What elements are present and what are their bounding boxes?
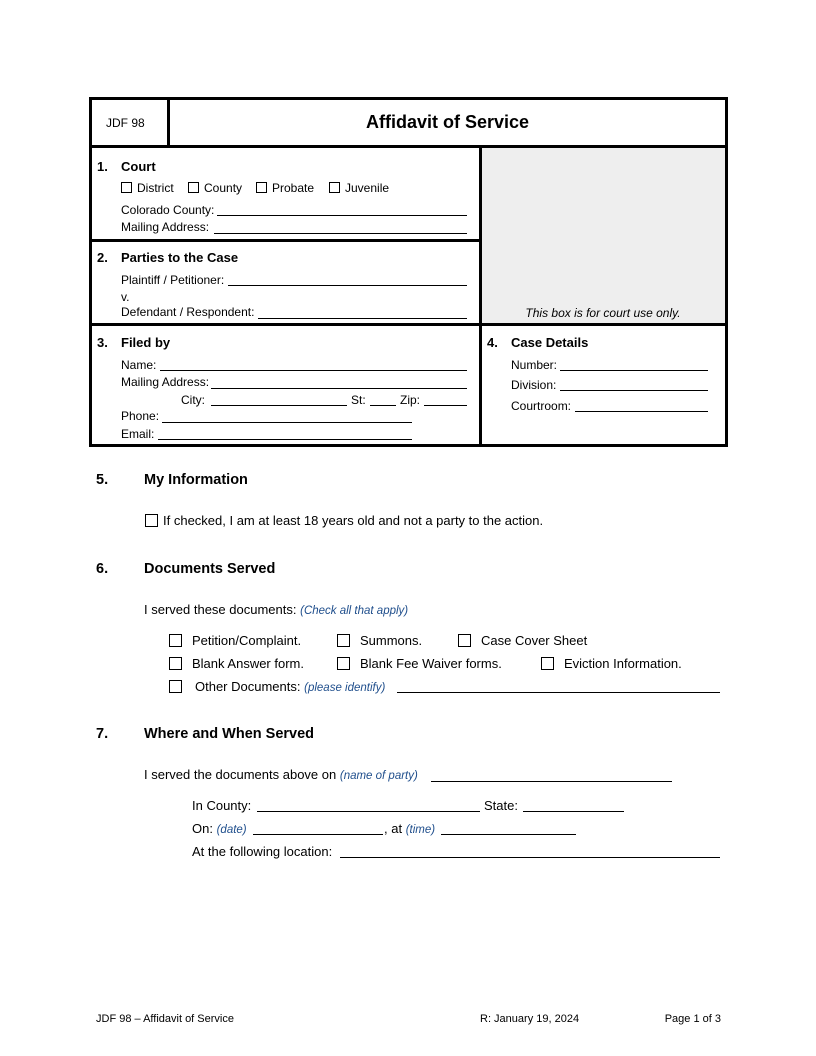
served-time-field[interactable] xyxy=(441,834,576,835)
divider-court-parties xyxy=(89,239,480,242)
filer-address-label: Mailing Address: xyxy=(121,375,210,389)
summons-label: Summons. xyxy=(360,633,423,648)
division-field[interactable] xyxy=(560,390,708,391)
filer-state-label: St: xyxy=(351,393,366,407)
parties-number: 2. xyxy=(97,250,108,265)
footer-page-number: Page 1 of 3 xyxy=(664,1013,721,1025)
plaintiff-label: Plaintiff / Petitioner: xyxy=(121,273,225,287)
served-intro-hint: (name of party) xyxy=(339,770,418,782)
filer-name-label: Name: xyxy=(121,358,157,372)
blank-answer-label: Blank Answer form. xyxy=(192,656,304,671)
section7-heading: Where and When Served xyxy=(144,726,315,742)
case-number-field[interactable] xyxy=(560,370,708,371)
divider-parties-filed xyxy=(89,323,728,326)
filed-by-heading: Filed by xyxy=(121,335,171,350)
cover-sheet-label: Case Cover Sheet xyxy=(481,633,588,648)
defendant-field[interactable] xyxy=(258,318,467,319)
served-location-label: At the following location: xyxy=(192,844,333,859)
colorado-county-label: Colorado County: xyxy=(121,203,215,217)
age-confirm-text: If checked, I am at least 18 years old and not a party to the action. xyxy=(163,513,544,528)
petition-label: Petition/Complaint. xyxy=(192,633,302,648)
probate-label: Probate xyxy=(272,181,315,195)
other-documents-field[interactable] xyxy=(397,692,720,693)
section5-heading: My Information xyxy=(144,472,248,488)
plaintiff-field[interactable] xyxy=(228,285,467,286)
courtroom-label: Courtroom: xyxy=(511,399,572,413)
petition-checkbox[interactable] xyxy=(169,634,182,647)
documents-intro-hint: (Check all that apply) xyxy=(300,605,409,617)
section7-number: 7. xyxy=(96,726,109,742)
filer-name-field[interactable] xyxy=(160,370,467,371)
footer-revision-date: R: January 19, 2024 xyxy=(480,1013,580,1025)
served-state-label: State: xyxy=(484,798,518,813)
blank-answer-checkbox[interactable] xyxy=(169,657,182,670)
caption-vertical-divider xyxy=(479,148,482,447)
parties-heading: Parties to the Case xyxy=(121,250,239,265)
served-party-field[interactable] xyxy=(431,781,672,782)
served-county-label: In County: xyxy=(192,798,252,813)
district-checkbox[interactable] xyxy=(121,182,132,193)
filer-email-label: Email: xyxy=(121,427,155,441)
age-confirm-checkbox[interactable] xyxy=(145,514,158,527)
filer-phone-field[interactable] xyxy=(162,422,412,423)
court-heading: Court xyxy=(121,159,156,174)
filer-phone-label: Phone: xyxy=(121,409,160,423)
form-id: JDF 98 xyxy=(106,116,145,130)
juvenile-label: Juvenile xyxy=(345,181,390,195)
on-text: On: xyxy=(192,821,213,836)
case-details-number: 4. xyxy=(487,335,498,350)
court-address-label: Mailing Address: xyxy=(121,220,210,234)
eviction-info-label: Eviction Information. xyxy=(564,656,682,671)
court-number: 1. xyxy=(97,159,108,174)
form-title: Affidavit of Service xyxy=(365,112,530,132)
filer-city-field[interactable] xyxy=(211,405,347,406)
defendant-label: Defendant / Respondent: xyxy=(121,305,255,319)
served-time-label xyxy=(384,821,435,836)
county-checkbox[interactable] xyxy=(188,182,199,193)
filer-zip-label: Zip: xyxy=(400,393,421,407)
filed-by-number: 3. xyxy=(97,335,108,350)
colorado-county-field[interactable] xyxy=(217,215,467,216)
served-state-field[interactable] xyxy=(523,811,624,812)
eviction-info-checkbox[interactable] xyxy=(541,657,554,670)
footer-form-name: JDF 98 – Affidavit of Service xyxy=(96,1013,234,1025)
section6-number: 6. xyxy=(96,561,109,577)
filer-zip-field[interactable] xyxy=(424,405,467,406)
documents-intro-text: I served these documents: xyxy=(144,602,297,617)
other-documents-hint: (please identify) xyxy=(304,682,386,694)
fee-waiver-checkbox[interactable] xyxy=(337,657,350,670)
at-text: , at xyxy=(384,821,403,836)
courtroom-field[interactable] xyxy=(575,411,708,412)
cover-sheet-checkbox[interactable] xyxy=(458,634,471,647)
county-label: County xyxy=(204,181,243,195)
served-date-label xyxy=(192,821,247,836)
versus-label: v. xyxy=(121,290,130,304)
juvenile-checkbox[interactable] xyxy=(329,182,340,193)
filer-state-field[interactable] xyxy=(370,405,396,406)
court-use-area xyxy=(481,148,725,324)
case-number-label: Number: xyxy=(511,358,558,372)
filer-email-field[interactable] xyxy=(158,439,412,440)
other-documents-checkbox[interactable] xyxy=(169,680,182,693)
probate-checkbox[interactable] xyxy=(256,182,267,193)
other-documents-text: Other Documents: xyxy=(195,679,301,694)
other-documents-label xyxy=(195,679,385,694)
section6-heading: Documents Served xyxy=(144,561,276,577)
date-hint: (date) xyxy=(216,824,247,836)
summons-checkbox[interactable] xyxy=(337,634,350,647)
court-address-field[interactable] xyxy=(214,233,467,234)
filer-address-field[interactable] xyxy=(211,388,467,389)
case-details-heading: Case Details xyxy=(511,335,589,350)
time-hint: (time) xyxy=(405,824,436,836)
served-date-field[interactable] xyxy=(253,834,383,835)
division-label: Division: xyxy=(511,378,557,392)
documents-intro xyxy=(144,602,408,617)
section5-number: 5. xyxy=(96,472,109,488)
filer-city-label: City: xyxy=(181,393,205,407)
district-label: District xyxy=(137,181,174,195)
fee-waiver-label: Blank Fee Waiver forms. xyxy=(360,656,502,671)
court-use-note: This box is for court use only. xyxy=(525,306,681,320)
served-county-field[interactable] xyxy=(257,811,480,812)
served-location-field[interactable] xyxy=(340,857,720,858)
served-intro-text: I served the documents above on xyxy=(144,767,337,782)
served-intro xyxy=(144,767,418,782)
